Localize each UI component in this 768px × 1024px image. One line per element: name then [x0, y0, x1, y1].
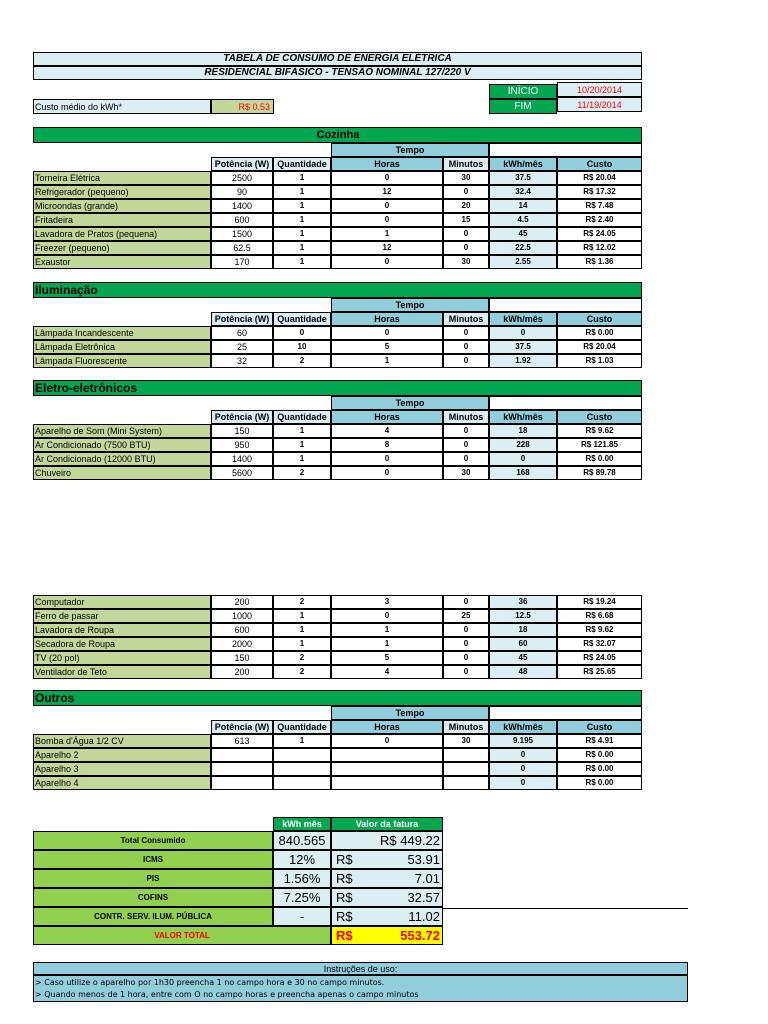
cozinha-row-3-potencia[interactable]: 600: [211, 213, 273, 227]
summary-rate-4: -: [273, 907, 331, 926]
summary-fatura-header: Valor da fatura: [331, 817, 443, 831]
eletro-col-horas: Horas: [331, 410, 443, 424]
instructions-body: [33, 975, 688, 1002]
eletro-row-b4-kwh: 45: [489, 651, 557, 665]
eletro-row-0-horas[interactable]: 4: [331, 424, 443, 438]
cozinha-row-0-horas[interactable]: 0: [331, 171, 443, 185]
eletro-row-b1-quantidade[interactable]: 1: [273, 609, 331, 623]
outros-row-0-minutos[interactable]: 30: [443, 734, 489, 748]
eletro-row-3-custo: R$ 89.78: [557, 466, 642, 480]
cozinha-row-0-custo: R$ 20.04: [557, 171, 642, 185]
eletro-row-3-name: Chuveiro: [33, 466, 211, 480]
cozinha-row-3-name: Fritadeira: [33, 213, 211, 227]
eletro-row-0-kwh: 18: [489, 424, 557, 438]
cozinha-col-horas: Horas: [331, 157, 443, 171]
summary-value-cell-3: [331, 888, 443, 907]
eletro-row-2-name: Ar Condicionado (12000 BTU): [33, 452, 211, 466]
cozinha-row-6-name: Exaustor: [33, 255, 211, 269]
cozinha-row-1-potencia[interactable]: 90: [211, 185, 273, 199]
summary-kwh-header: kWh mês: [273, 817, 331, 831]
iluminacao-col-potencia: Potência (W): [211, 312, 273, 326]
iluminacao-row-1-horas[interactable]: 5: [331, 340, 443, 354]
cozinha-row-3-horas[interactable]: 0: [331, 213, 443, 227]
eletro-row-b5-quantidade[interactable]: 2: [273, 665, 331, 679]
outros-row-3-minutos[interactable]: [443, 776, 489, 790]
cozinha-row-6-horas[interactable]: 0: [331, 255, 443, 269]
cozinha-row-6-kwh: 2.55: [489, 255, 557, 269]
summary-currency-4: R$: [336, 909, 353, 924]
instructions-title: Instruções de uso:: [33, 962, 688, 975]
eletro-row-b3-horas[interactable]: 1: [331, 637, 443, 651]
eletro-row-3-horas[interactable]: 0: [331, 466, 443, 480]
eletro-row-3-quantidade[interactable]: 2: [273, 466, 331, 480]
summary-rate-0: 840.565: [273, 831, 331, 850]
summary-label-4: CONTR. SERV. ILUM. PÚBLICA: [33, 907, 273, 926]
eletro-row-b1-potencia[interactable]: 1000: [211, 609, 273, 623]
summary-rate-1: 12%: [273, 850, 331, 869]
sheet-title-line1: TABELA DE CONSUMO DE ENERGIA ELÉTRICA: [223, 53, 452, 64]
outros-tempo-header: Tempo: [331, 706, 489, 720]
eletro-row-b4-horas[interactable]: 5: [331, 651, 443, 665]
iluminacao-row-2-potencia[interactable]: 32: [211, 354, 273, 368]
eletro-row-2-custo: R$ 0.00: [557, 452, 642, 466]
iluminacao-row-0-potencia[interactable]: 60: [211, 326, 273, 340]
cozinha-row-0-name: Torneira Elétrica: [33, 171, 211, 185]
outros-row-2-kwh: 0: [489, 762, 557, 776]
fim-label: FIM: [489, 99, 557, 114]
fim-date-field[interactable]: 11/19/2014: [557, 97, 642, 112]
eletro-row-b1-horas[interactable]: 0: [331, 609, 443, 623]
cozinha-col-custo: Custo: [557, 157, 642, 171]
eletro-row-0-potencia[interactable]: 150: [211, 424, 273, 438]
summary-label-1: ICMS: [33, 850, 273, 869]
inicio-date-field[interactable]: 10/20/2014: [557, 82, 642, 97]
iluminacao-tempo-header: Tempo: [331, 298, 489, 312]
outros-row-3-name: Aparelho 4: [33, 776, 211, 790]
outros-row-2-potencia[interactable]: [211, 762, 273, 776]
outros-row-1-potencia[interactable]: [211, 748, 273, 762]
eletro-row-0-name: Aparelho de Som (Mini System): [33, 424, 211, 438]
iluminacao-row-2-horas[interactable]: 1: [331, 354, 443, 368]
eletro-col-custo: Custo: [557, 410, 642, 424]
eletro-row-1-potencia[interactable]: 950: [211, 438, 273, 452]
outros-row-1-kwh: 0: [489, 748, 557, 762]
outros-section-title: Outros: [33, 690, 642, 706]
cozinha-tempo-header: Tempo: [331, 143, 489, 157]
cozinha-row-6-minutos[interactable]: 30: [443, 255, 489, 269]
eletro-row-b5-custo: R$ 25.65: [557, 665, 642, 679]
outros-row-0-custo: R$ 4.91: [557, 734, 642, 748]
outros-row-3-horas[interactable]: [331, 776, 443, 790]
outros-row-2-custo: R$ 0.00: [557, 762, 642, 776]
summary-rate-3: 7.25%: [273, 888, 331, 907]
summary-value-cell-0: [331, 831, 443, 850]
cozinha-col-quantidade: Quantidade: [273, 157, 331, 171]
outros-row-2-quantidade[interactable]: [273, 762, 331, 776]
iluminacao-row-2-kwh: 1.92: [489, 354, 557, 368]
cozinha-col-potencia: Potência (W): [211, 157, 273, 171]
outros-row-0-quantidade[interactable]: 1: [273, 734, 331, 748]
eletro-row-1-minutos[interactable]: 0: [443, 438, 489, 452]
summary-value-2: 7.01: [414, 871, 440, 886]
outros-row-0-potencia[interactable]: 613: [211, 734, 273, 748]
eletro-row-3-potencia[interactable]: 5600: [211, 466, 273, 480]
eletro-row-b2-horas[interactable]: 1: [331, 623, 443, 637]
cozinha-row-0-potencia[interactable]: 2500: [211, 171, 273, 185]
iluminacao-row-2-name: Lâmpada Fluorescente: [33, 354, 211, 368]
cozinha-row-4-kwh: 45: [489, 227, 557, 241]
outros-row-1-custo: R$ 0.00: [557, 748, 642, 762]
cozinha-row-4-horas[interactable]: 1: [331, 227, 443, 241]
iluminacao-row-1-minutos[interactable]: 0: [443, 340, 489, 354]
eletro-row-1-name: Ar Condicionado (7500 BTU): [33, 438, 211, 452]
eletro-row-b0-kwh: 36: [489, 595, 557, 609]
outros-row-0-horas[interactable]: 0: [331, 734, 443, 748]
eletro-row-b3-custo: R$ 32.07: [557, 637, 642, 651]
cozinha-row-5-quantidade[interactable]: 1: [273, 241, 331, 255]
eletro-row-b2-quantidade[interactable]: 1: [273, 623, 331, 637]
eletro-row-b5-minutos[interactable]: 0: [443, 665, 489, 679]
summary-value-cell-1: [331, 850, 443, 869]
cozinha-row-5-kwh: 22.5: [489, 241, 557, 255]
eletro-row-b1-name: Ferro de passar: [33, 609, 211, 623]
outros-row-2-name: Aparelho 3: [33, 762, 211, 776]
eletro-row-b5-potencia[interactable]: 200: [211, 665, 273, 679]
eletro-row-b4-name: TV (20 pol): [33, 651, 211, 665]
summary-divider: [443, 908, 688, 909]
cozinha-row-1-minutos[interactable]: 0: [443, 185, 489, 199]
outros-row-3-potencia[interactable]: [211, 776, 273, 790]
summary-total-value: 553.72: [400, 928, 440, 943]
eletro-row-2-horas[interactable]: 0: [331, 452, 443, 466]
outros-col-quantidade: Quantidade: [273, 720, 331, 734]
iluminacao-row-0-kwh: 0: [489, 326, 557, 340]
cozinha-row-5-potencia[interactable]: 62.5: [211, 241, 273, 255]
cozinha-row-0-kwh: 37.5: [489, 171, 557, 185]
eletro-row-b2-custo: R$ 9.62: [557, 623, 642, 637]
eletro-row-b1-minutos[interactable]: 25: [443, 609, 489, 623]
outros-row-0-kwh: 9.195: [489, 734, 557, 748]
eletro-row-b2-kwh: 18: [489, 623, 557, 637]
eletro-row-b0-name: Computador: [33, 595, 211, 609]
eletro-row-0-custo: R$ 9.62: [557, 424, 642, 438]
outros-row-3-kwh: 0: [489, 776, 557, 790]
outros-col-kwh: kWh/mês: [489, 720, 557, 734]
cozinha-row-3-minutos[interactable]: 15: [443, 213, 489, 227]
cozinha-row-4-name: Lavadora de Pratos (pequena): [33, 227, 211, 241]
summary-total-cell: [331, 926, 443, 945]
eletro-row-b0-potencia[interactable]: 200: [211, 595, 273, 609]
inicio-label: INÍCIO: [489, 84, 557, 99]
eletro-row-b1-kwh: 12.5: [489, 609, 557, 623]
cozinha-row-2-custo: R$ 7.48: [557, 199, 642, 213]
cozinha-row-4-potencia[interactable]: 1500: [211, 227, 273, 241]
eletro-row-b2-name: Lavadora de Roupa: [33, 623, 211, 637]
cozinha-row-6-custo: R$ 1.36: [557, 255, 642, 269]
cozinha-tempo-spacer: [489, 143, 642, 157]
outros-row-1-minutos[interactable]: [443, 748, 489, 762]
cozinha-row-6-quantidade[interactable]: 1: [273, 255, 331, 269]
eletro-col-quantidade: Quantidade: [273, 410, 331, 424]
eletro-row-3-minutos[interactable]: 30: [443, 466, 489, 480]
summary-currency-2: R$: [336, 871, 353, 886]
iluminacao-row-1-quantidade[interactable]: 10: [273, 340, 331, 354]
eletro-col-potencia: Potência (W): [211, 410, 273, 424]
cozinha-row-5-minutos[interactable]: 0: [443, 241, 489, 255]
summary-label-0: Total Consumido: [33, 831, 273, 850]
eletro-row-b4-custo: R$ 24.05: [557, 651, 642, 665]
iluminacao-row-0-name: Lâmpada Incandescente: [33, 326, 211, 340]
summary-value-4: 11.02: [408, 909, 440, 924]
eletro-tempo-header: Tempo: [331, 396, 489, 410]
cozinha-row-3-custo: R$ 2.40: [557, 213, 642, 227]
outros-row-1-horas[interactable]: [331, 748, 443, 762]
summary-total-currency: R$: [336, 928, 353, 943]
outros-col-horas: Horas: [331, 720, 443, 734]
summary-rate-2: 1.56%: [273, 869, 331, 888]
sheet-title-line2: RESIDENCIAL BIFÁSICO - TENSÃO NOMINAL 127/220 V: [204, 67, 471, 78]
cozinha-section-title: Cozinha: [33, 127, 642, 143]
eletro-section-title: Eletro-eletrônicos: [33, 380, 642, 396]
iluminacao-row-0-custo: R$ 0.00: [557, 326, 642, 340]
instruction-line-2: > Quando menos de 1 hora, entre com O no campo horas e preencha apenas o campo minutos: [35, 990, 419, 999]
cozinha-row-0-minutos[interactable]: 30: [443, 171, 489, 185]
outros-row-1-name: Aparelho 2: [33, 748, 211, 762]
eletro-row-b4-quantidade[interactable]: 2: [273, 651, 331, 665]
eletro-row-b3-kwh: 60: [489, 637, 557, 651]
cozinha-row-2-minutos[interactable]: 20: [443, 199, 489, 213]
summary-value-1: 53.91: [407, 852, 440, 867]
iluminacao-row-1-name: Lâmpada Eletrônica: [33, 340, 211, 354]
iluminacao-row-2-custo: R$ 1.03: [557, 354, 642, 368]
outros-col-potencia: Potência (W): [211, 720, 273, 734]
outros-row-2-minutos[interactable]: [443, 762, 489, 776]
iluminacao-row-2-minutos[interactable]: 0: [443, 354, 489, 368]
eletro-col-kwh: kWh/mês: [489, 410, 557, 424]
summary-value-cell-2: [331, 869, 443, 888]
eletro-row-b0-custo: R$ 19.24: [557, 595, 642, 609]
iluminacao-col-kwh: kWh/mês: [489, 312, 557, 326]
outros-row-0-name: Bomba d'Água 1/2 CV: [33, 734, 211, 748]
outros-tempo-spacer: [489, 706, 642, 720]
eletro-row-1-horas[interactable]: 8: [331, 438, 443, 452]
kwh-cost-label: Custo médio do kWh*: [33, 99, 211, 114]
iluminacao-row-0-quantidade[interactable]: 0: [273, 326, 331, 340]
eletro-tempo-spacer: [489, 396, 642, 410]
cozinha-col-kwh: kWh/mês: [489, 157, 557, 171]
eletro-row-b3-minutos[interactable]: 0: [443, 637, 489, 651]
cozinha-row-4-quantidade[interactable]: 1: [273, 227, 331, 241]
eletro-row-2-quantidade[interactable]: 1: [273, 452, 331, 466]
eletro-row-2-kwh: 0: [489, 452, 557, 466]
cozinha-row-4-minutos[interactable]: 0: [443, 227, 489, 241]
iluminacao-row-1-potencia[interactable]: 25: [211, 340, 273, 354]
eletro-row-b4-minutos[interactable]: 0: [443, 651, 489, 665]
outros-row-2-horas[interactable]: [331, 762, 443, 776]
iluminacao-row-1-custo: R$ 20.04: [557, 340, 642, 354]
cozinha-col-minutos: Minutos: [443, 157, 489, 171]
outros-col-custo: Custo: [557, 720, 642, 734]
cozinha-row-1-custo: R$ 17.32: [557, 185, 642, 199]
eletro-row-b0-horas[interactable]: 3: [331, 595, 443, 609]
eletro-row-b2-potencia[interactable]: 600: [211, 623, 273, 637]
cozinha-row-3-kwh: 4.5: [489, 213, 557, 227]
cozinha-row-1-name: Refrigerador (pequeno): [33, 185, 211, 199]
iluminacao-row-2-quantidade[interactable]: 2: [273, 354, 331, 368]
eletro-row-1-quantidade[interactable]: 1: [273, 438, 331, 452]
iluminacao-col-custo: Custo: [557, 312, 642, 326]
eletro-row-0-minutos[interactable]: 0: [443, 424, 489, 438]
cozinha-row-5-custo: R$ 12.02: [557, 241, 642, 255]
outros-row-1-quantidade[interactable]: [273, 748, 331, 762]
eletro-col-minutos: Minutos: [443, 410, 489, 424]
eletro-row-b5-name: Ventilador de Teto: [33, 665, 211, 679]
eletro-row-3-kwh: 168: [489, 466, 557, 480]
outros-col-minutos: Minutos: [443, 720, 489, 734]
eletro-row-b3-name: Secadora de Roupa: [33, 637, 211, 651]
eletro-row-0-quantidade[interactable]: 1: [273, 424, 331, 438]
summary-value-3: 32.57: [407, 890, 440, 905]
iluminacao-col-minutos: Minutos: [443, 312, 489, 326]
cozinha-row-5-horas[interactable]: 12: [331, 241, 443, 255]
summary-currency-1: R$: [336, 852, 353, 867]
eletro-row-b4-potencia[interactable]: 150: [211, 651, 273, 665]
eletro-row-2-minutos[interactable]: 0: [443, 452, 489, 466]
iluminacao-row-1-kwh: 37.5: [489, 340, 557, 354]
outros-row-3-custo: R$ 0.00: [557, 776, 642, 790]
iluminacao-col-quantidade: Quantidade: [273, 312, 331, 326]
cozinha-row-1-kwh: 32.4: [489, 185, 557, 199]
eletro-row-1-kwh: 228: [489, 438, 557, 452]
eletro-row-b3-potencia[interactable]: 2000: [211, 637, 273, 651]
summary-value-cell-4: [331, 907, 443, 926]
cozinha-row-2-name: Microondas (grande): [33, 199, 211, 213]
eletro-row-b5-horas[interactable]: 4: [331, 665, 443, 679]
eletro-row-b1-custo: R$ 6.68: [557, 609, 642, 623]
summary-label-2: PIS: [33, 869, 273, 888]
cozinha-row-2-kwh: 14: [489, 199, 557, 213]
cozinha-row-2-potencia[interactable]: 1400: [211, 199, 273, 213]
eletro-row-1-custo: R$ 121.85: [557, 438, 642, 452]
summary-currency-3: R$: [336, 890, 353, 905]
kwh-cost-field[interactable]: R$ 0.53: [211, 99, 274, 114]
cozinha-row-2-horas[interactable]: 0: [331, 199, 443, 213]
iluminacao-row-0-horas[interactable]: 0: [331, 326, 443, 340]
eletro-row-b5-kwh: 48: [489, 665, 557, 679]
eletro-row-2-potencia[interactable]: 1400: [211, 452, 273, 466]
eletro-row-b2-minutos[interactable]: 0: [443, 623, 489, 637]
iluminacao-col-horas: Horas: [331, 312, 443, 326]
summary-label-3: COFINS: [33, 888, 273, 907]
outros-row-3-quantidade[interactable]: [273, 776, 331, 790]
iluminacao-section-title: Iluminação: [33, 282, 642, 298]
eletro-row-b0-minutos[interactable]: 0: [443, 595, 489, 609]
cozinha-row-1-horas[interactable]: 12: [331, 185, 443, 199]
iluminacao-row-0-minutos[interactable]: 0: [443, 326, 489, 340]
summary-value-0: R$ 449.22: [380, 833, 440, 848]
cozinha-row-1-quantidade[interactable]: 1: [273, 185, 331, 199]
cozinha-row-6-potencia[interactable]: 170: [211, 255, 273, 269]
iluminacao-tempo-spacer: [489, 298, 642, 312]
cozinha-row-3-quantidade[interactable]: 1: [273, 213, 331, 227]
cozinha-row-2-quantidade[interactable]: 1: [273, 199, 331, 213]
instruction-line-1: > Caso utilize o aparelho por 1h30 preencha 1 no campo hora e 30 no campo minutos.: [35, 978, 385, 987]
summary-total-label: VALOR TOTAL: [33, 926, 331, 945]
cozinha-row-4-custo: R$ 24.05: [557, 227, 642, 241]
cozinha-row-0-quantidade[interactable]: 1: [273, 171, 331, 185]
cozinha-row-5-name: Freezer (pequeno): [33, 241, 211, 255]
eletro-row-b0-quantidade[interactable]: 2: [273, 595, 331, 609]
eletro-row-b3-quantidade[interactable]: 1: [273, 637, 331, 651]
